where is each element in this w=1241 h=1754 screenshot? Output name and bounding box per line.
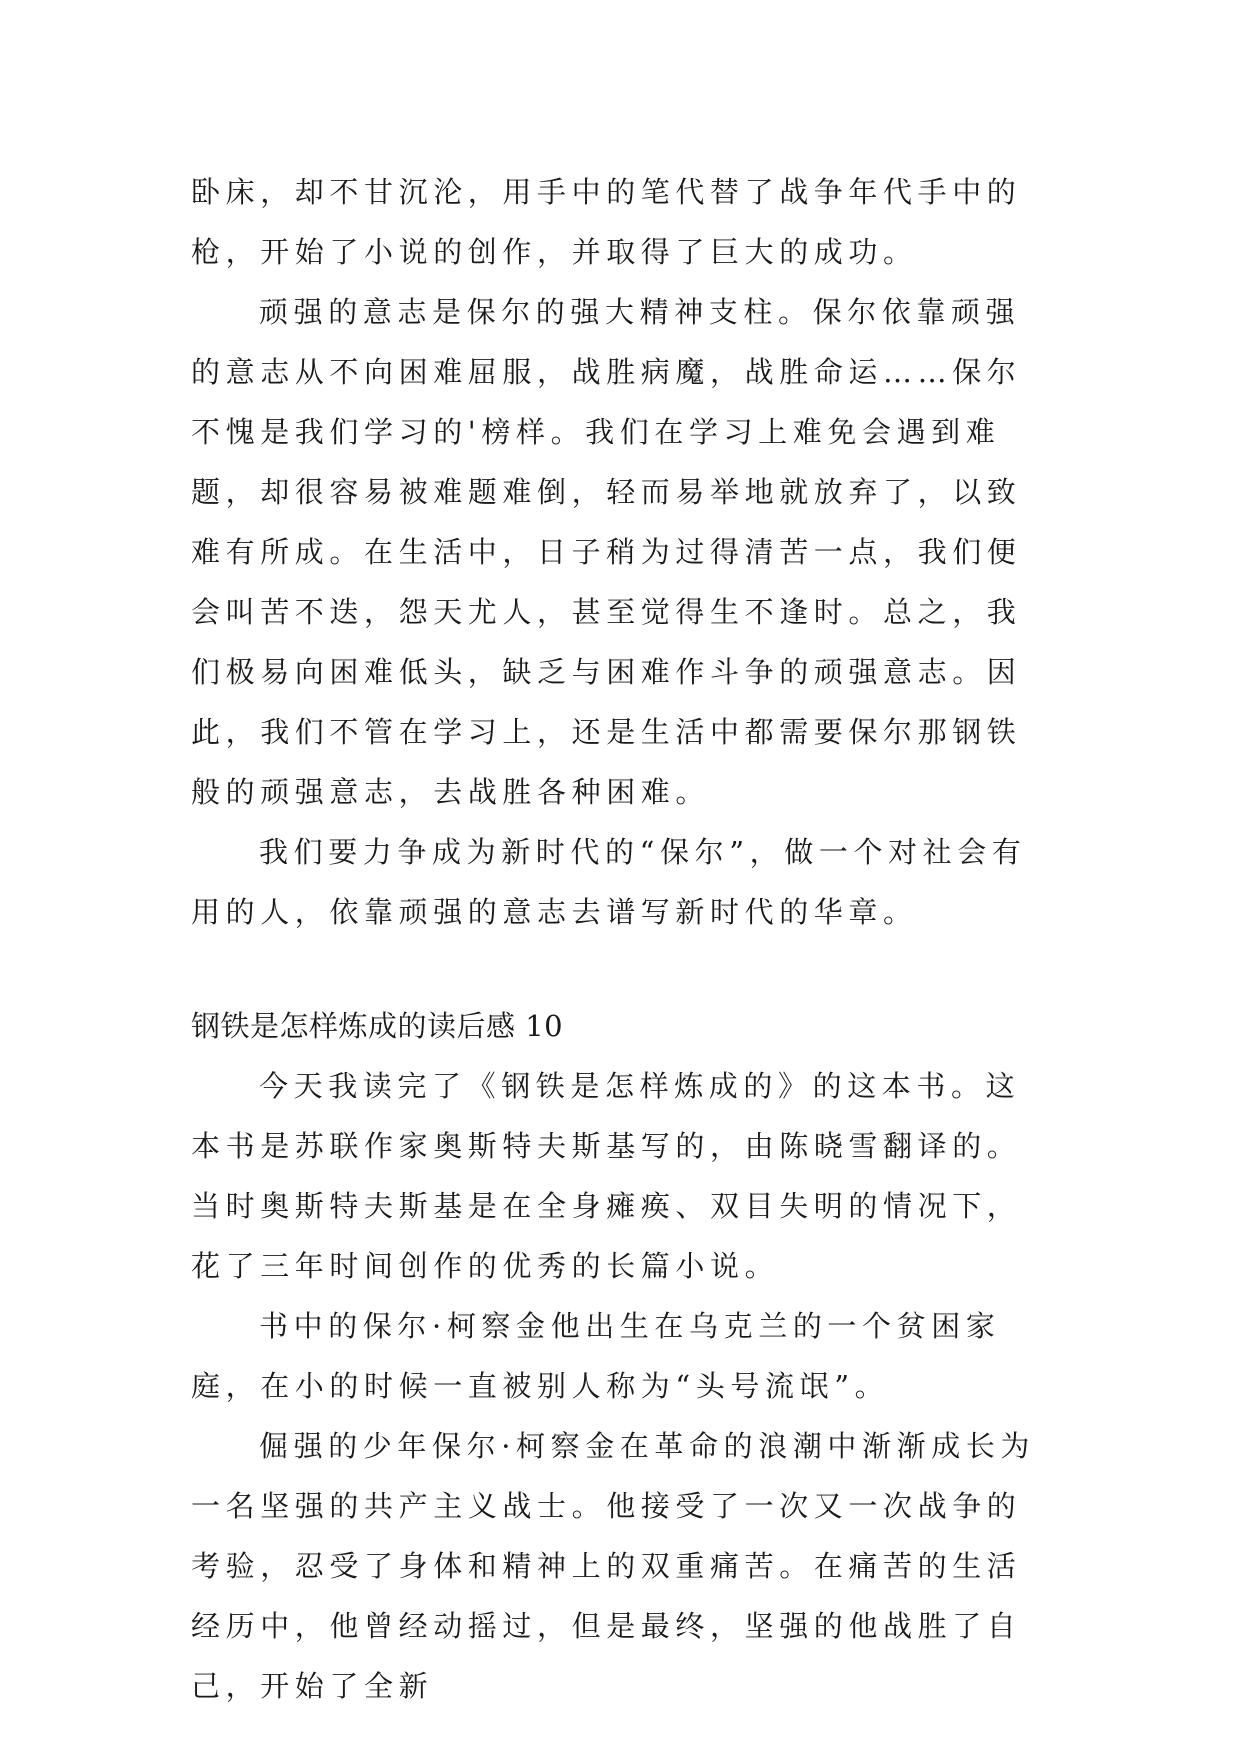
paragraph-continued: 卧床，却不甘沉沦，用手中的笔代替了战争年代手中的枪，开始了小说的创作，并取得了巨大的成功。 xyxy=(191,175,1022,269)
paragraph: 顽强的意志是保尔的强大精神支柱。保尔依靠顽强的意志从不向困难屈服，战胜病魔，战胜命运……保尔不愧是我们学习的'榜样。我们在学习上难免会遇到难题，却很容易被难题难倒，轻而易举地就放弃了，以致难有所成。在生活中，日子稍为过得清苦一点，我们便会叫苦不迭，怨天尤人，甚至觉得生不逢时。总之，我们极易向困难低头，缺乏与困难作斗争的顽强意志。因此，我们不管在学习上，还是生活中都需要保尔那钢铁般的顽强意志，去战胜各种困难。 xyxy=(191,295,1022,809)
paragraph: 书中的保尔·柯察金他出生在乌克兰的一个贫困家庭，在小的时候一直被别人称为“头号流氓”。 xyxy=(191,1309,1001,1403)
paragraph: 倔强的少年保尔·柯察金在革命的浪潮中渐渐成长为一名坚强的共产主义战士。他接受了一次又一次战争的考验，忍受了身体和精神上的双重痛苦。在痛苦的生活经历中，他曾经动摇过，但是最终，坚强的他战胜了自己，开始了全新 xyxy=(191,1429,1036,1703)
section-title: 钢铁是怎样炼成的读后感 10 xyxy=(191,1009,564,1043)
document-body xyxy=(191,162,1051,1716)
paragraph: 今天我读完了《钢铁是怎样炼成的》的这本书。这本书是苏联作家奥斯特夫斯基写的，由陈晓雪翻译的。当时奥斯特夫斯基是在全身瘫痪、双目失明的情况下，花了三年时间创作的优秀的长篇小说。 xyxy=(191,1069,1022,1283)
paragraph: 我们要力争成为新时代的“保尔”，做一个对社会有用的人，依靠顽强的意志去谱写新时代的华章。 xyxy=(191,835,1027,929)
